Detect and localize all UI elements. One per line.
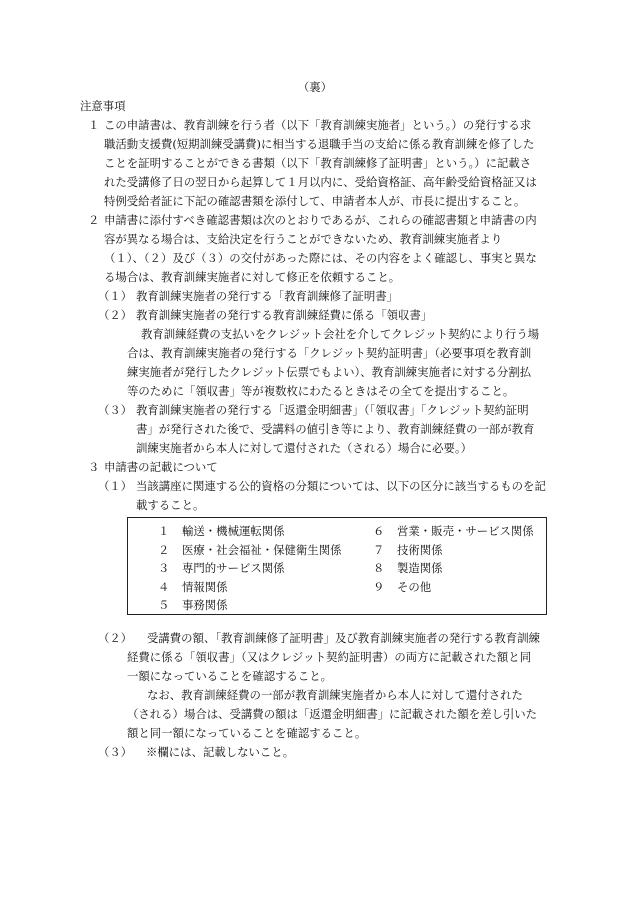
category-column-right	[373, 522, 534, 596]
note-2-number: ２	[88, 213, 100, 227]
note-3-text: 申請書の記載について	[104, 460, 218, 474]
page-title: （裏）	[297, 80, 333, 94]
qualification-category-box	[127, 517, 547, 615]
note-3-item-1-number: （１）	[98, 479, 133, 493]
category-item: １ 輸送・機械運転関係	[158, 524, 285, 538]
category-item: ５ 事務関係	[158, 598, 228, 612]
note-3-item-2-number: （２）	[98, 631, 133, 645]
note-3-item-2	[0, 629, 541, 686]
note-2	[0, 211, 541, 287]
note-1-text: この申請書は、教育訓練を行う者（以下「教育訓練実施者」という。）の発行する求職活動支援費(短期訓練受講費)に相当する退職手当の支給に係る教育訓練を修了したことを証明することができる書類（以下「教育訓練修了証明書」という。）に記載された受講修了日の翌日から起算して１月以内に、受給資格証、高年齢受給資格証又は特例受給者証に下記の確認書類を添付して、申請者本人が、市長に提出すること。	[104, 118, 537, 208]
note-3-item-2-text: 受講費の額、「教育訓練修了証明書」及び教育訓練実施者の発行する教育訓練経費に係る「領収書」（又はクレジット契約証明書）の両方に記載された額と同一額になっていることを確認すること。	[127, 631, 540, 683]
category-item: ３ 専門的サービス関係	[158, 561, 285, 575]
note-3-item-2-note-text: なお、教育訓練経費の一部が教育訓練実施者から本人に対して還付された（される）場合は、受講費の額は「返還金明細書」に記載された額を差し引いた額と同一額になっていることを確認すること。	[127, 688, 538, 740]
category-item: ４ 情報関係	[158, 579, 228, 594]
note-3-item-3	[0, 743, 541, 762]
notes-content	[0, 116, 630, 762]
category-item: ６ 営業・販売・サービス関係	[373, 524, 534, 538]
category-item: ７ 技術関係	[373, 542, 443, 557]
note-3-item-1	[0, 477, 546, 515]
note-2-item-1-text: 教育訓練実施者の発行する「教育訓練修了証明書」	[136, 289, 398, 303]
note-2-item-2-text: 教育訓練実施者の発行する教育訓練経費に係る「領収書」	[136, 308, 433, 322]
note-2-item-2-note	[0, 325, 541, 401]
note-2-item-3	[0, 401, 541, 458]
note-2-item-2	[0, 306, 541, 325]
note-3-number: ３	[88, 460, 100, 474]
note-3-item-3-number: （３）	[98, 745, 133, 759]
note-2-text: 申請書に添付すべき確認書類は次のとおりであるが、これらの確認書類と申請書の内容が異なる場合は、支給決定を行うことができないため、教育訓練実施者より（１）、（２）及び（３）の交付があった際には、その内容をよく確認し、事実と異なる場合は、教育訓練実施者に対して修正を依頼すること。	[104, 213, 537, 284]
category-item: ８ 製造関係	[373, 561, 443, 575]
category-item: ９ その他	[373, 579, 432, 594]
note-3	[0, 458, 541, 477]
note-2-item-2-note-text: 教育訓練経費の支払いをクレジット会社を介してクレジット契約により行う場合は、教育訓練実施者の発行する「クレジット契約証明書」（必要事項を教育訓練実施者が発行したクレジット伝票でもよい）、教育訓練実施者に対する分割払等のために「領収書」等が複数枚にわたるときはその全てを提出すること。	[127, 327, 540, 398]
note-3-item-2-note	[0, 686, 541, 743]
note-1-number: １	[88, 118, 100, 132]
note-3-item-1-text: 当該講座に関連する公的資格の分類については、以下の区分に該当するものを記載すること。	[136, 479, 546, 512]
note-1	[0, 116, 541, 211]
note-2-item-1	[0, 287, 541, 306]
category-column-left	[158, 522, 341, 615]
category-item: ２ 医療・社会福祉・保健衛生関係	[158, 542, 342, 557]
note-2-item-3-text: 教育訓練実施者の発行する「返還金明細書」（「領収書」「クレジット契約証明書」が発行された後で、受講料の値引き等により、教育訓練経費の一部が教育訓練実施者から本人に対して還付された（される）場合に必要。）	[136, 403, 535, 455]
note-3-item-3-text: ※欄には、記載しないこと。	[146, 745, 295, 759]
note-2-item-1-number: （１）	[98, 289, 133, 303]
note-2-item-2-number: （２）	[98, 308, 133, 322]
section-heading: 注意事項	[80, 99, 126, 113]
note-2-item-3-number: （３）	[98, 403, 133, 417]
